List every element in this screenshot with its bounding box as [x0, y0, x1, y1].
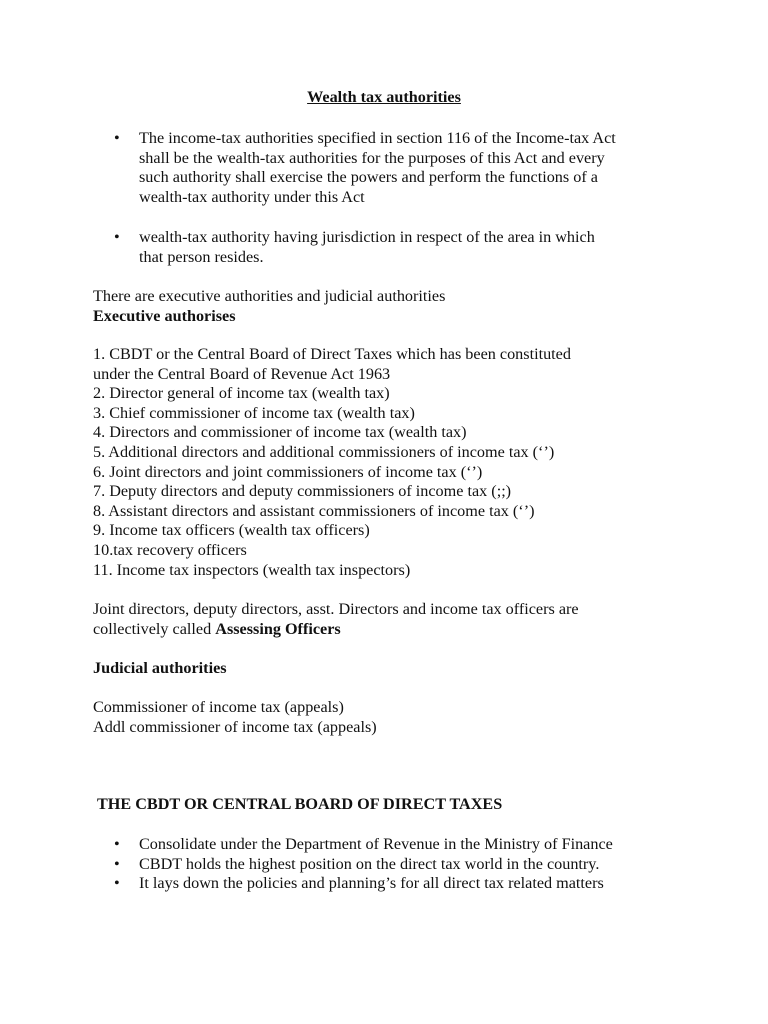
list-item: 9. Income tax officers (wealth tax officers): [93, 521, 370, 540]
judicial-heading-block: [93, 659, 693, 679]
list-item: under the Central Board of Revenue Act 1963: [93, 364, 391, 383]
bullet-icon: •: [114, 874, 120, 893]
cbdt-bullet-item: [0, 874, 699, 894]
page-title: Wealth tax authorities: [307, 88, 461, 106]
authorities-intro: There are executive authorities and judicial authorities: [93, 287, 446, 305]
list-item: 11. Income tax inspectors (wealth tax inspectors): [93, 560, 411, 579]
authorities-intro-block: [93, 287, 693, 326]
list-item: Addl commissioner of income tax (appeals): [93, 717, 377, 736]
bullet-text-line: shall be the wealth-tax authorities for the purposes of this Act and every: [139, 148, 605, 167]
intro-bullet-item: [0, 129, 699, 207]
judicial-list: [93, 698, 693, 737]
list-item: 4. Directors and commissioner of income tax (wealth tax): [93, 423, 467, 442]
list-item: 7. Deputy directors and deputy commissioners of income tax (;;): [93, 482, 512, 501]
bullet-icon: •: [114, 835, 120, 853]
bullet-text-line: that person resides.: [139, 247, 264, 266]
cbdt-bullet-list: [0, 835, 768, 894]
list-item: Commissioner of income tax (appeals): [93, 698, 344, 716]
executive-list: [93, 345, 693, 580]
paragraph-line: Joint directors, deputy directors, asst. Directors and income tax officers are: [93, 600, 579, 618]
paragraph-text: collectively called: [93, 619, 216, 638]
list-item: 1. CBDT or the Central Board of Direct Taxes which has been constituted: [93, 345, 571, 363]
intro-bullet-item: [0, 228, 699, 267]
bullet-text-line: CBDT holds the highest position on the direct tax world in the country.: [139, 854, 600, 873]
bullet-text-line: wealth-tax authority having jurisdiction in respect of the area in which: [139, 228, 595, 246]
bullet-text-line: The income-tax authorities specified in section 116 of the Income-tax Act: [139, 129, 616, 147]
judicial-heading: Judicial authorities: [93, 659, 227, 677]
bullet-text-line: such authority shall exercise the powers and perform the functions of a: [139, 168, 598, 187]
list-item: 8. Assistant directors and assistant commissioners of income tax (‘’): [93, 501, 535, 520]
assessing-officers-paragraph: [93, 600, 693, 639]
bullet-text-line: Consolidate under the Department of Revenue in the Ministry of Finance: [139, 835, 613, 853]
paragraph-line: [93, 620, 693, 640]
bullet-icon: •: [114, 854, 120, 873]
intro-bullet-list: [0, 129, 768, 207]
cbdt-heading: THE CBDT OR CENTRAL BOARD OF DIRECT TAXES: [97, 795, 503, 813]
executive-heading: Executive authorises: [93, 306, 236, 325]
list-item: 10.tax recovery officers: [93, 540, 247, 559]
intro-bullet-list-2: [0, 228, 768, 267]
bullet-icon: •: [114, 129, 120, 147]
bullet-text-line: wealth-tax authority under this Act: [139, 187, 365, 206]
list-item: 3. Chief commissioner of income tax (wealth tax): [93, 403, 415, 422]
list-item: 5. Additional directors and additional commissioners of income tax (‘’): [93, 442, 555, 461]
cbdt-bullet-item: [0, 855, 699, 875]
list-item: 2. Director general of income tax (wealth tax): [93, 384, 390, 403]
bullet-icon: •: [114, 228, 120, 246]
bullet-text-line: It lays down the policies and planning’s for all direct tax related matters: [139, 874, 604, 893]
cbdt-bullet-item: [0, 835, 699, 855]
assessing-officers-term: Assessing Officers: [215, 619, 341, 638]
list-item: 6. Joint directors and joint commissioners of income tax (‘’): [93, 462, 483, 481]
